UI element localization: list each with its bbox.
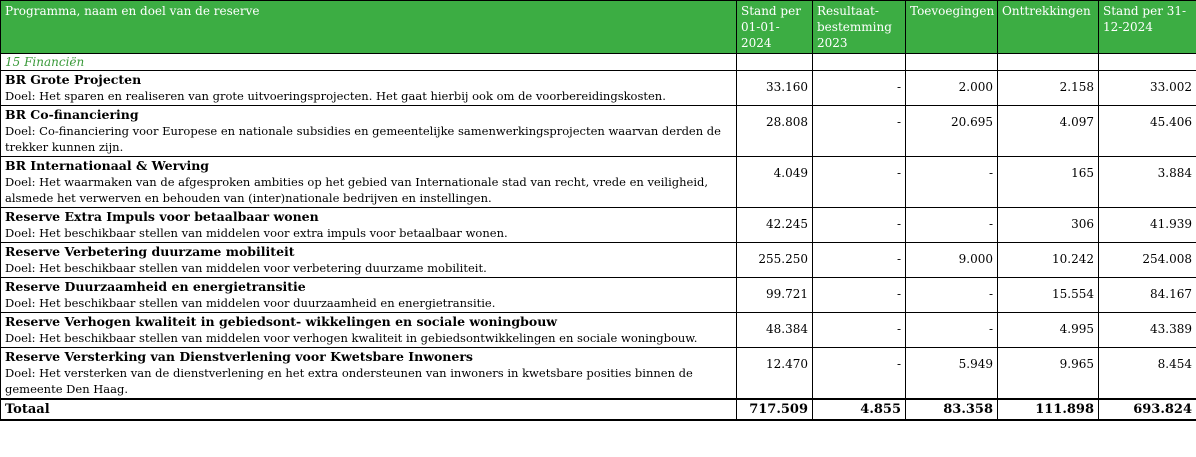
value-cell: 255.250 (737, 243, 813, 278)
header-cell: Resultaat-bestemming 2023 (813, 1, 906, 54)
value-cell: 33.002 (1099, 71, 1196, 106)
header-row (1, 1, 1196, 54)
reserve-name: BR Co-financiering (5, 107, 139, 122)
value-cell: 3.884 (1099, 157, 1196, 208)
total-value: 717.509 (737, 399, 813, 420)
reserve-description: Doel: Het beschikbaar stellen van middelen voor extra impuls voor betaalbaar wonen. (5, 226, 508, 240)
reserve-description: Doel: Het beschikbaar stellen van middelen voor duurzaamheid en energietransitie. (5, 296, 496, 310)
total-value: 693.824 (1099, 399, 1196, 420)
reserve-cell (1, 243, 737, 278)
header-cell: Toevoegingen (906, 1, 998, 54)
reserve-description: Doel: Het sparen en realiseren van grote uitvoeringsprojecten. Het gaat hierbij ook om de voorbereidingskosten. (5, 89, 666, 103)
value-cell: 8.454 (1099, 348, 1196, 400)
value-cell: - (813, 106, 906, 157)
value-cell: 42.245 (737, 208, 813, 243)
table-row (1, 208, 1196, 243)
value-cell: - (906, 157, 998, 208)
reserve-name: Reserve Verbetering duurzame mobiliteit (5, 244, 295, 259)
value-cell: 41.939 (1099, 208, 1196, 243)
value-cell: 165 (998, 157, 1099, 208)
value-cell: - (906, 208, 998, 243)
reserve-description: Doel: Het waarmaken van de afgesproken ambities op het gebied van Internationale stad van recht, vrede en veiligheid, alsmede het verwerven en behouden van (inter)nationale bedrijven en instellingen. (5, 175, 709, 205)
total-label: Totaal (1, 399, 737, 420)
total-value: 111.898 (998, 399, 1099, 420)
value-cell: - (906, 278, 998, 313)
header-cell: Stand per 31-12-2024 (1099, 1, 1196, 54)
value-cell: 4.097 (998, 106, 1099, 157)
value-cell: 9.965 (998, 348, 1099, 400)
value-cell: 2.158 (998, 71, 1099, 106)
table-row (1, 157, 1196, 208)
reserve-name: Reserve Versterking van Dienstverlening voor Kwetsbare Inwoners (5, 349, 473, 364)
header-cell: Stand per 01-01-2024 (737, 1, 813, 54)
table-row (1, 71, 1196, 106)
reserve-cell (1, 71, 737, 106)
value-cell: 20.695 (906, 106, 998, 157)
reserve-name: Reserve Duurzaamheid en energietransitie (5, 279, 306, 294)
reserve-name: BR Internationaal & Werving (5, 158, 210, 173)
value-cell: - (813, 71, 906, 106)
value-cell: 33.160 (737, 71, 813, 106)
table-row (1, 278, 1196, 313)
reserve-description: Doel: Het beschikbaar stellen van middelen voor verhogen kwaliteit in gebiedsontwikkelingen en sociale woningbouw. (5, 331, 698, 345)
value-cell: 99.721 (737, 278, 813, 313)
section-label: 15 Financiën (1, 54, 737, 71)
header-cell: Onttrekkingen (998, 1, 1099, 54)
value-cell: 45.406 (1099, 106, 1196, 157)
value-cell: 5.949 (906, 348, 998, 400)
table-row (1, 313, 1196, 348)
value-cell: 84.167 (1099, 278, 1196, 313)
value-cell: 9.000 (906, 243, 998, 278)
table-row (1, 106, 1196, 157)
table-row (1, 243, 1196, 278)
value-cell: - (813, 157, 906, 208)
value-cell: 4.995 (998, 313, 1099, 348)
value-cell: 306 (998, 208, 1099, 243)
reserve-name: Reserve Verhogen kwaliteit in gebiedsont- wikkelingen en sociale woningbouw (5, 314, 558, 329)
reserve-description: Doel: Co-financiering voor Europese en nationale subsidies en gemeentelijke samenwerkingsprojecten waarvan derden de trekker kunnen zijn. (5, 124, 721, 154)
value-cell: - (813, 208, 906, 243)
reserve-name: Reserve Extra Impuls voor betaalbaar wonen (5, 209, 319, 224)
value-cell: 10.242 (998, 243, 1099, 278)
reserve-cell (1, 208, 737, 243)
total-row (1, 399, 1196, 420)
total-value: 83.358 (906, 399, 998, 420)
reserve-cell (1, 106, 737, 157)
value-cell: 12.470 (737, 348, 813, 400)
value-cell: 4.049 (737, 157, 813, 208)
value-cell: - (813, 313, 906, 348)
reserve-cell (1, 313, 737, 348)
value-cell: - (813, 278, 906, 313)
value-cell: - (813, 348, 906, 400)
value-cell: 15.554 (998, 278, 1099, 313)
value-cell: - (813, 243, 906, 278)
reserve-cell (1, 278, 737, 313)
value-cell: 43.389 (1099, 313, 1196, 348)
value-cell: 2.000 (906, 71, 998, 106)
value-cell: 254.008 (1099, 243, 1196, 278)
header-cell: Programma, naam en doel van de reserve (1, 1, 737, 54)
table-row (1, 348, 1196, 400)
value-cell: - (906, 313, 998, 348)
reserve-description: Doel: Het beschikbaar stellen van middelen voor verbetering duurzame mobiliteit. (5, 261, 487, 275)
reserve-name: BR Grote Projecten (5, 72, 142, 87)
reserve-cell (1, 157, 737, 208)
value-cell: 28.808 (737, 106, 813, 157)
reserve-cell (1, 348, 737, 400)
total-value: 4.855 (813, 399, 906, 420)
section-row (1, 54, 1196, 71)
value-cell: 48.384 (737, 313, 813, 348)
reserve-description: Doel: Het versterken van de dienstverlening en het extra ondersteunen van inwoners in kwetsbare posities binnen de gemeente Den Haag. (5, 366, 693, 396)
